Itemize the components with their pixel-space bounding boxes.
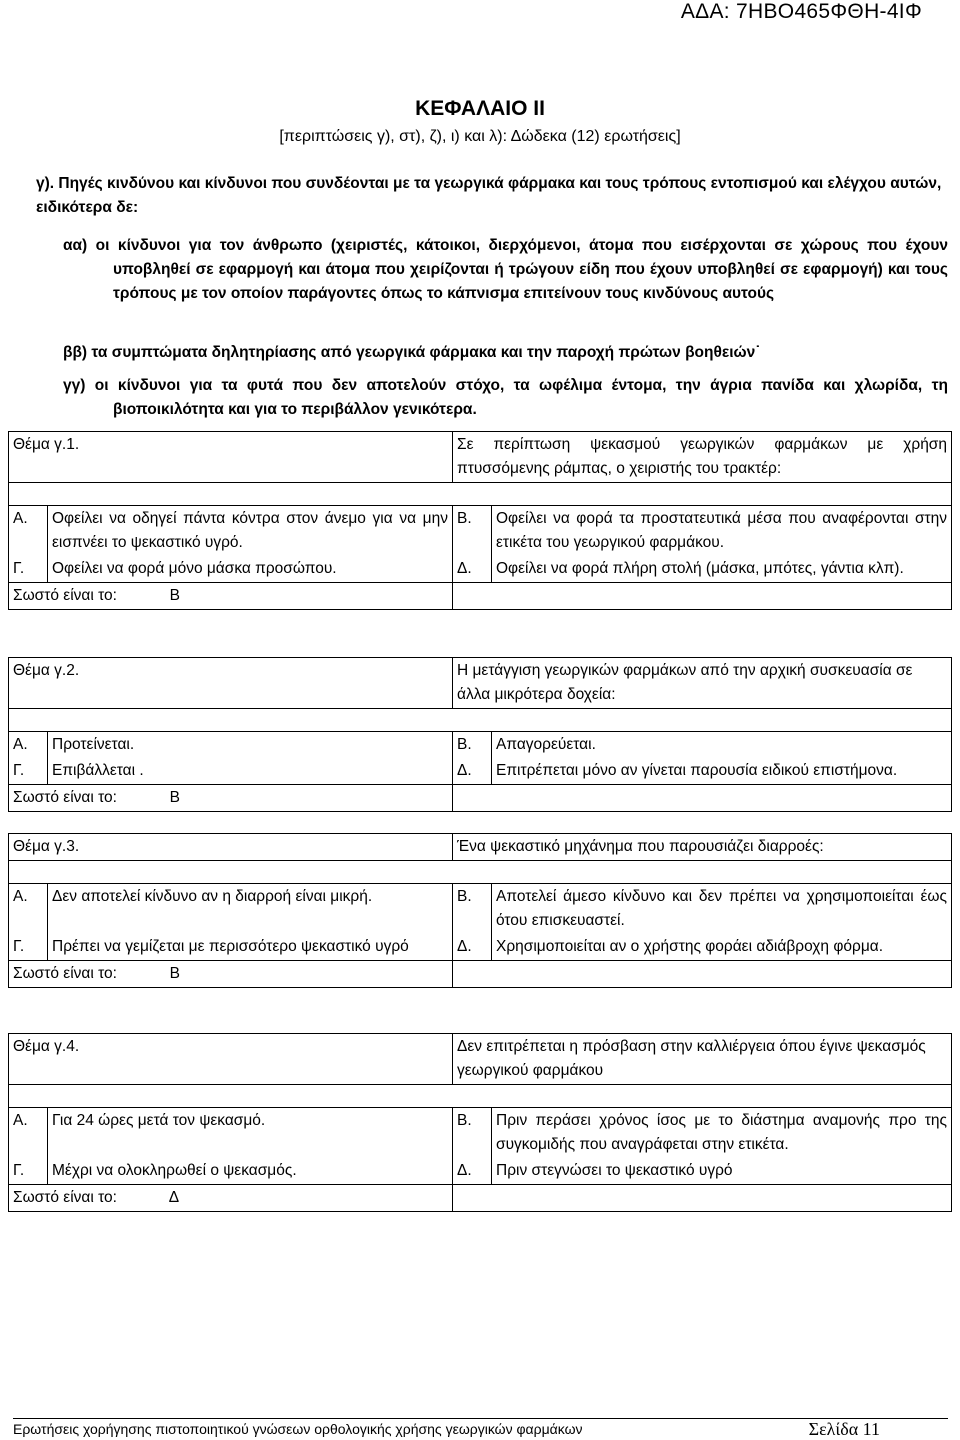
answer-value: Δ [168,1189,180,1206]
option-b: Αποτελεί άμεσο κίνδυνο και δεν πρέπει να χρησιμοποιείται έως ότου επισκευαστεί. [492,884,952,935]
chapter-subtitle: [περιπτώσεις γ), στ), ζ), ι) και λ): Δώδεκα (12) ερωτήσεις] [279,128,681,145]
option-letter: Γ. [9,934,48,961]
question-label: Θέμα γ.4. [9,1034,453,1085]
answer-row [9,1185,453,1212]
option-letter: Β. [453,1108,492,1159]
question-table [8,1033,952,1212]
spacer-row [9,483,952,506]
option-letter: Α. [9,1108,48,1159]
option-letter: Δ. [453,1158,492,1185]
option-d: Πριν στεγνώσει το ψεκαστικό υγρό [492,1158,952,1185]
option-c: Πρέπει να γεμίζεται με περισσότερο ψεκαστικό υγρό [48,934,453,961]
spacer-row [9,709,952,732]
option-letter: Δ. [453,934,492,961]
option-a: Για 24 ώρες μετά τον ψεκασμό. [48,1108,453,1159]
page-footer [13,1418,948,1439]
option-d: Χρησιμοποιείται αν ο χρήστης φοράει αδιάβροχη φόρμα. [492,934,952,961]
subsection-bb: ββ) τα συμπτώματα δηλητηρίασης από γεωργικά φάρμακα και την παροχή πρώτων βοηθειών˙ [63,344,761,361]
chapter-title: ΚΕΦΑΛΑΙΟ ΙΙ [415,97,545,120]
question-label: Θέμα γ.2. [9,658,453,709]
option-letter: Α. [9,506,48,557]
option-d: Οφείλει να φορά πλήρη στολή (μάσκα, μπότες, γάντια κλπ). [492,556,952,583]
footer-title: Ερωτήσεις χορήγησης πιστοποιητικού γνώσεων ορθολογικής χρήσης γεωργικών φαρμάκων [13,1421,583,1437]
option-letter: Β. [453,884,492,935]
question-text: Δεν επιτρέπεται η πρόσβαση στην καλλιέργεια όπου έγινε ψεκασμός γεωργικού φαρμάκου [453,1034,952,1085]
option-c: Μέχρι να ολοκληρωθεί ο ψεκασμός. [48,1158,453,1185]
section-intro: γ). Πηγές κινδύνου και κίνδυνοι που συνδέονται με τα γεωργικά φάρμακα και τους τρόπους εντοπισμού και ελέγχου αυτών, ειδικότερα δε: [36,175,942,216]
subsection-aa [63,234,948,306]
answer-value: Β [169,965,180,982]
subsection-gg [63,374,948,422]
answer-value: Β [169,587,180,604]
option-a: Προτείνεται. [48,732,453,759]
option-letter: Δ. [453,556,492,583]
answer-row [9,785,453,812]
option-a: Δεν αποτελεί κίνδυνο αν η διαρροή είναι μικρή. [48,884,453,935]
option-letter: Γ. [9,758,48,785]
option-b: Πριν περάσει χρόνος ίσος με το διάστημα αναμονής προ της συγκομιδής που αναγράφεται στην ετικέτα. [492,1108,952,1159]
option-letter: Β. [453,732,492,759]
option-c: Οφείλει να φορά μόνο μάσκα προσώπου. [48,556,453,583]
option-letter: Β. [453,506,492,557]
option-a: Οφείλει να οδηγεί πάντα κόντρα στον άνεμο για να μην εισπνέει το ψεκαστικό υγρό. [48,506,453,557]
answer-row [9,583,453,610]
answer-label: Σωστό είναι το: [13,965,117,982]
answer-row [9,961,453,988]
question-text: Ένα ψεκαστικό μηχάνημα που παρουσιάζει διαρροές: [453,834,952,861]
answer-label: Σωστό είναι το: [13,587,117,604]
ada-code: ΑΔΑ: 7ΗΒΟ465ΦΘΗ-4ΙΦ [680,0,922,23]
option-letter: Δ. [453,758,492,785]
question-text: Η μετάγγιση γεωργικών φαρμάκων από την αρχική συσκευασία σε άλλα μικρότερα δοχεία: [453,658,952,709]
spacer-row [9,1085,952,1108]
option-letter: Γ. [9,1158,48,1185]
question-text: Σε περίπτωση ψεκασμού γεωργικών φαρμάκων με χρήση πτυσσόμενης ράμπας, ο χειριστής του τρακτέρ: [453,432,952,483]
option-c: Επιβάλλεται . [48,758,453,785]
option-b: Απαγορεύεται. [492,732,952,759]
question-label: Θέμα γ.3. [9,834,453,861]
answer-value: Β [169,789,180,806]
question-label: Θέμα γ.1. [9,432,453,483]
subsection-gg-text: γγ) οι κίνδυνοι για τα φυτά που δεν αποτελούν στόχο, τα ωφέλιμα έντομα, την άγρια πανίδα και χλωρίδα, τη βιοποικιλότητα και για το περιβάλλον γενικότερα. [63,377,948,418]
question-table [8,431,952,610]
answer-label: Σωστό είναι το: [13,789,117,806]
question-table [8,657,952,812]
option-b: Οφείλει να φορά τα προστατευτικά μέσα που αναφέρονται στην ετικέτα του γεωργικού φαρμάκου. [492,506,952,557]
option-letter: Α. [9,884,48,935]
option-letter: Γ. [9,556,48,583]
question-table [8,833,952,988]
option-letter: Α. [9,732,48,759]
subsection-aa-text: αα) οι κίνδυνοι για τον άνθρωπο (χειριστές, κάτοικοι, διερχόμενοι, άτομα που εισέρχονται σε χώρους που έχουν υποβληθεί σε εφαρμογή και άτομα που χειρίζονται ή τρώγουν είδη που έχουν υποβληθεί σε εφαρμογή) και τους τρόπους με τον οποίον παράγοντες όπως το κάπνισμα επιτείνουν τους κινδύνους αυτούς [63,237,948,302]
page-number: Σελίδα 11 [808,1419,880,1439]
option-d: Επιτρέπεται μόνο αν γίνεται παρουσία ειδικού επιστήμονα. [492,758,952,785]
spacer-row [9,861,952,884]
answer-label: Σωστό είναι το: [13,1189,117,1206]
